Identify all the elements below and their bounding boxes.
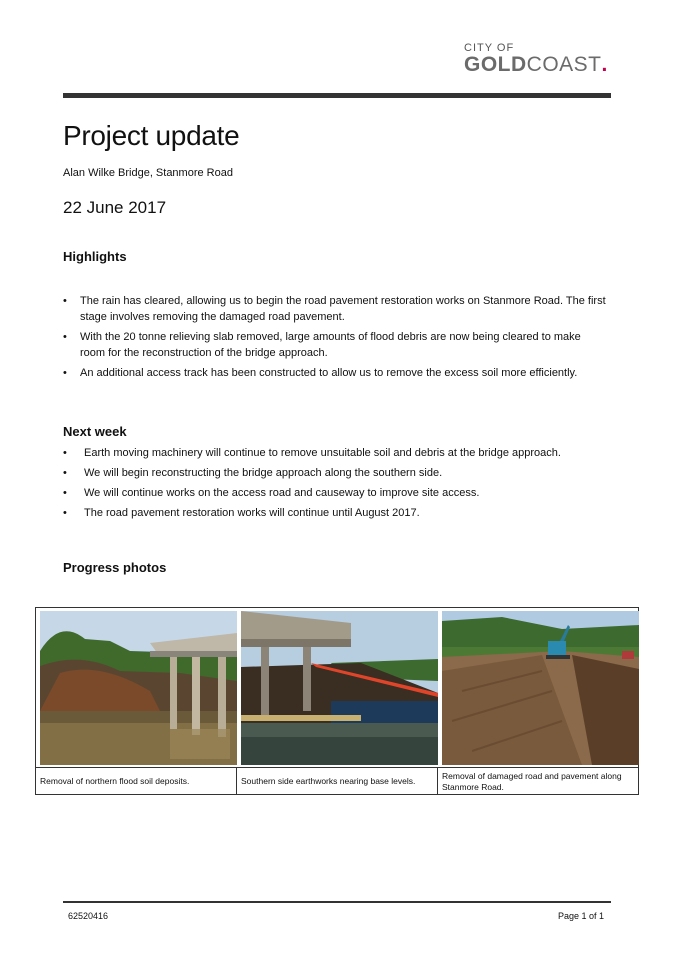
logo-top-text: CITY OF [464, 42, 515, 54]
next-week-item: • We will begin reconstructing the bridge approach along the southern side. [63, 465, 608, 481]
document-number: 62520416 [68, 911, 109, 921]
header-rule [63, 93, 611, 98]
highlight-item: • The rain has cleared, allowing us to begin the road pavement restoration works on Stanmore Road. The first stage involves removing the damaged road pavement. [63, 293, 608, 325]
progress-photos-table [35, 607, 639, 795]
city-of-gold-coast-logo [464, 42, 608, 77]
logo-dot: . [601, 53, 608, 76]
photo-caption: Removal of northern flood soil deposits. [36, 768, 237, 795]
page-title: Project update [63, 120, 240, 151]
next-week-item: • Earth moving machinery will continue to remove unsuitable soil and debris at the bridge approach. [63, 445, 608, 461]
update-date: 22 June 2017 [63, 198, 167, 217]
highlight-item: • An additional access track has been constructed to allow us to remove the excess soil more efficiently. [63, 365, 608, 381]
photo-southern-earthworks [241, 611, 438, 765]
logo-coast: COAST [526, 53, 602, 76]
highlight-item: • With the 20 tonne relieving slab removed, large amounts of flood debris are now being cleared to make room for the reconstruction of the bridge approach. [63, 329, 608, 361]
next-week-item: • The road pavement restoration works will continue until August 2017. [63, 505, 608, 521]
photo-caption: Southern side earthworks nearing base levels. [237, 768, 438, 795]
photo-caption: Removal of damaged road and pavement along Stanmore Road. [442, 770, 622, 792]
highlights-list [63, 293, 608, 385]
logo-wordmark [464, 53, 608, 77]
photo-road-pavement-removal [442, 611, 639, 765]
page-subtitle: Alan Wilke Bridge, Stanmore Road [63, 167, 233, 179]
logo-gold: GOLD [464, 53, 527, 76]
highlights-heading: Highlights [63, 249, 127, 264]
next-week-item: • We will continue works on the access road and causeway to improve site access. [63, 485, 608, 501]
progress-photos-heading: Progress photos [63, 560, 167, 575]
footer-rule [63, 901, 611, 903]
next-week-list [63, 445, 608, 525]
next-week-heading: Next week [63, 424, 127, 439]
page-number: Page 1 of 1 [557, 911, 604, 921]
photo-northern-flood-soil [40, 611, 237, 765]
photo-captions-row [36, 767, 638, 795]
